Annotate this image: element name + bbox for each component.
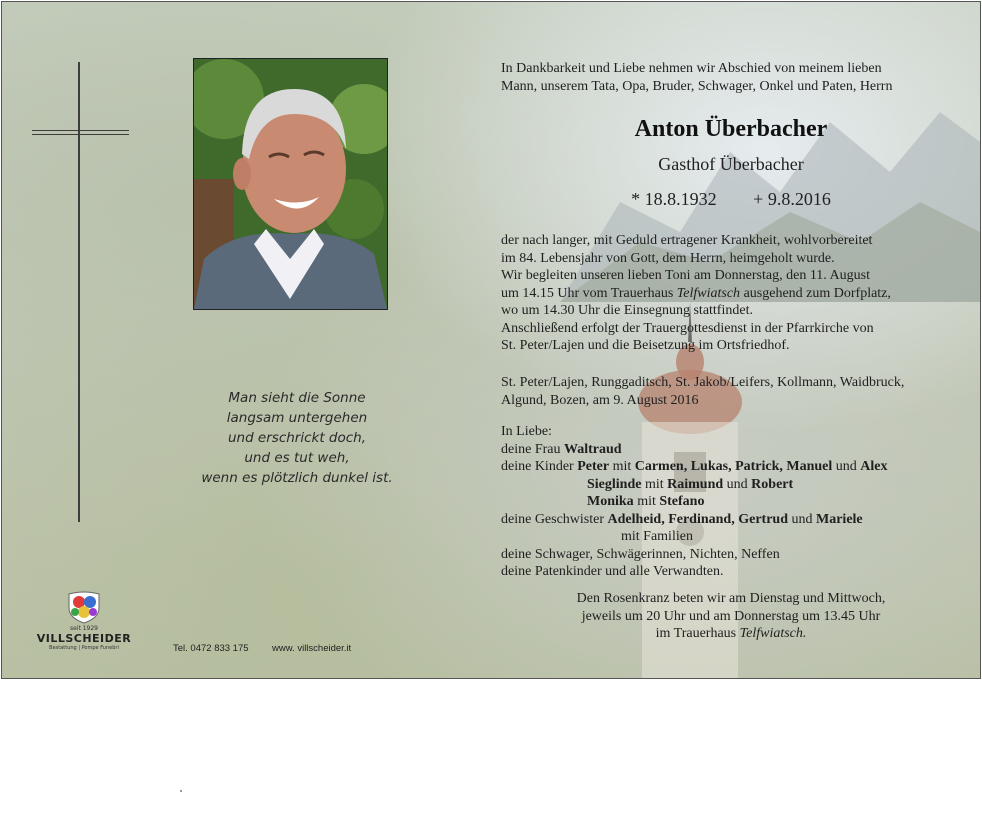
poem-line: Man sieht die Sonne: [228, 390, 366, 406]
text-fragment: im Trauerhaus: [655, 626, 740, 641]
text-fragment: deine Frau: [501, 441, 564, 457]
text-line: der nach langer, mit Geduld ertragener Krankheit, wohlvorbereitet: [501, 233, 873, 248]
cross-horizontal: [32, 130, 129, 135]
text-line: Den Rosenkranz beten wir am Dienstag und Mittwoch,: [576, 591, 886, 606]
intro-line: Mann, unserem Tata, Opa, Bruder, Schwager, Onkel und Paten, Herrn: [501, 78, 893, 94]
obituary-card: [1, 1, 981, 679]
mourner-name: Peter: [577, 459, 610, 474]
house-name: Telfwiatsch: [676, 285, 741, 301]
text-fragment: deine Kinder: [501, 459, 578, 474]
text-fragment: mit: [633, 494, 660, 509]
mourner-name: Monika: [587, 494, 634, 509]
text-fragment: mit: [609, 459, 635, 474]
logo-since: seit 1929: [69, 625, 98, 632]
stray-dot: [180, 790, 182, 792]
mourner-line: deine Schwager, Schwägerinnen, Nichten, Neffen: [501, 546, 780, 562]
mourner-name: Robert: [751, 476, 794, 492]
mourner-name: Stefano: [659, 494, 705, 509]
intro-text: [501, 60, 961, 95]
mourner-name: Alex: [860, 459, 888, 474]
mourner-name: Carmen, Lukas, Patrick, Manuel: [634, 459, 833, 474]
text-line: [501, 625, 961, 643]
text-line: Anschließend erfolgt der Trauergottesdienst in der Pfarrkirche von: [501, 320, 874, 336]
text-line: Algund, Bozen, am 9. August 2016: [501, 392, 699, 408]
phone-number: Tel. 0472 833 175: [173, 643, 249, 654]
text-fragment: ausgehend zum Dorfplatz,: [740, 285, 891, 301]
text-line: Wir begleiten unseren lieben Toni am Donnerstag, den 11. August: [501, 268, 870, 283]
text-line: jeweils um 20 Uhr und am Donnerstag um 13.45 Uhr: [581, 608, 881, 624]
poem-line: langsam untergehen: [226, 410, 368, 426]
website-link[interactable]: www. villscheider.it: [272, 643, 352, 654]
text-line: im 84. Lebensjahr von Gott, dem Herrn, heimgeholt wurde.: [501, 250, 835, 266]
logo-name: VILLSCHEIDER: [36, 632, 132, 645]
deceased-company: Gasthof Überbacher: [658, 154, 804, 174]
text-fragment: um 14.15 Uhr vom Trauerhaus: [501, 285, 677, 301]
mourner-line: [501, 476, 961, 494]
deceased-name: Anton Überbacher: [634, 116, 828, 142]
rosary-notice: [501, 590, 961, 643]
poem-line: und erschrickt doch,: [227, 430, 367, 446]
mourner-line: [501, 458, 961, 476]
mourner-name: Waltraud: [563, 441, 622, 457]
intro-line: In Dankbarkeit und Liebe nehmen wir Abschied von meinem lieben: [501, 61, 882, 76]
life-dates: [501, 189, 961, 210]
crest-icon: [59, 590, 109, 624]
text-line: St. Peter/Lajen und die Beisetzung im Ortsfriedhof.: [501, 338, 790, 353]
mourner-line: deine Patenkinder und alle Verwandten.: [501, 564, 724, 579]
poem-line: und es tut weh,: [244, 450, 350, 466]
text-line: wo um 14.30 Uhr die Einsegnung stattfindet.: [501, 303, 753, 318]
poem: [152, 388, 442, 488]
mourner-line: [501, 493, 961, 511]
logo-subtitle: Bestattung | Pompe Funebri: [49, 645, 119, 651]
death-date: + 9.8.2016: [753, 189, 831, 209]
places-and-date: [501, 374, 961, 409]
funeral-details: [501, 232, 961, 355]
mourners-heading: In Liebe:: [501, 424, 552, 439]
house-name: Telfwiatsch.: [739, 626, 807, 641]
portrait-photo: [193, 58, 388, 310]
text-fragment: mit: [641, 476, 668, 492]
mourner-name: Adelheid, Ferdinand, Gertrud: [607, 511, 788, 527]
birth-date: * 18.8.1932: [631, 189, 717, 209]
text-fragment: und: [723, 476, 752, 492]
text-fragment: deine Geschwister: [501, 511, 608, 527]
mourner-line: mit Familien: [621, 529, 693, 544]
villscheider-logo: [32, 590, 136, 651]
mourner-line: [501, 441, 961, 459]
text-line: [501, 285, 961, 303]
mourner-name: Raimund: [667, 476, 724, 492]
mourner-name: Mariele: [816, 511, 863, 527]
mourner-line: [501, 511, 961, 529]
poem-line: wenn es plötzlich dunkel ist.: [201, 470, 393, 486]
text-fragment: und: [832, 459, 861, 474]
text-fragment: und: [788, 511, 816, 527]
text-line: St. Peter/Lajen, Runggaditsch, St. Jakob/Leifers, Kollmann, Waidbruck,: [501, 375, 905, 390]
mourners-list: [501, 423, 961, 581]
mourner-name: Sieglinde: [587, 476, 642, 492]
